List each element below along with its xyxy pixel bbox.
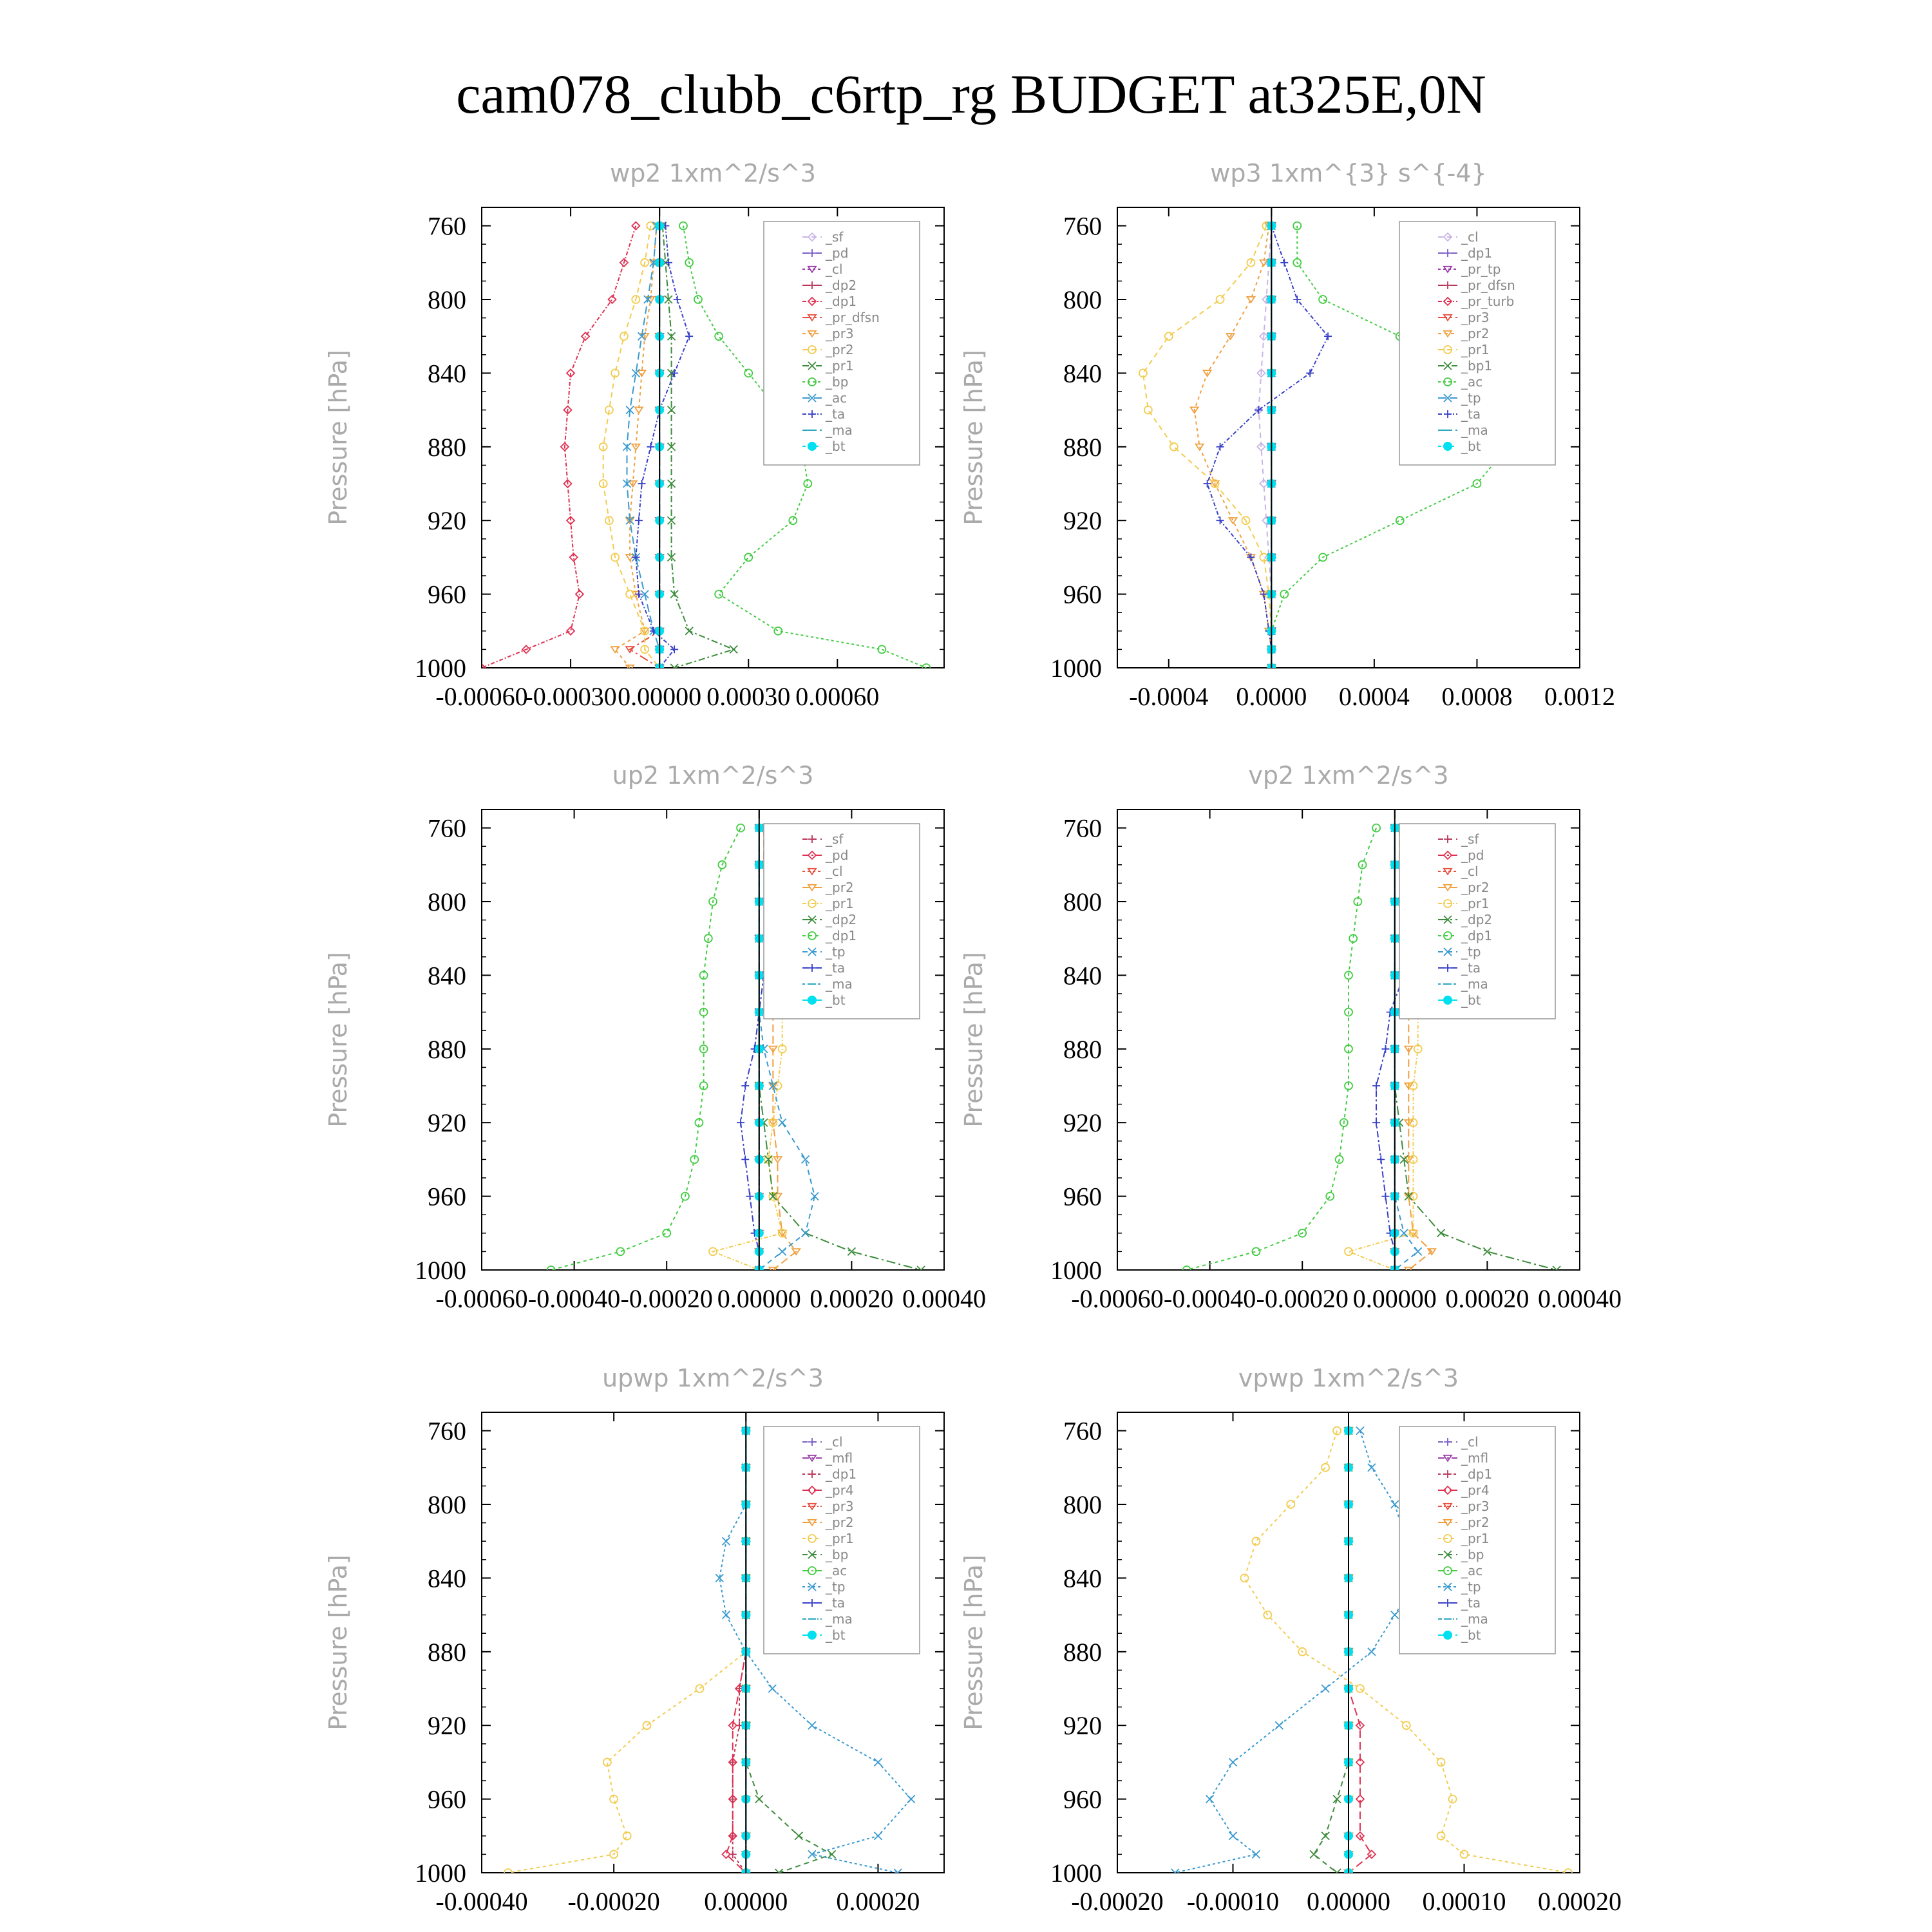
data-point <box>779 1119 786 1126</box>
series-line <box>1143 226 1271 668</box>
data-point <box>620 332 628 340</box>
y-tick-label: 920 <box>1063 1108 1102 1138</box>
data-point <box>1247 297 1255 303</box>
data-point <box>1229 1758 1237 1766</box>
data-point <box>755 1795 763 1803</box>
data-point <box>1391 1611 1399 1619</box>
data-point <box>715 591 723 598</box>
legend-marker <box>808 442 817 451</box>
legend <box>1399 824 1555 1019</box>
panel-title: up2 1xm^2/s^3 <box>612 761 814 790</box>
legend-label: _pr2 <box>826 1515 854 1530</box>
legend-label: _bp <box>826 374 849 390</box>
y-tick-label: 880 <box>1063 432 1102 462</box>
y-tick-label: 920 <box>428 1108 466 1138</box>
data-point <box>1461 1850 1468 1858</box>
legend-label: _cl <box>826 1434 843 1450</box>
x-tick-label: 0.00020 <box>1538 1887 1622 1916</box>
legend-label: _ac <box>1461 374 1483 390</box>
y-tick-label: 960 <box>428 1182 466 1211</box>
legend-label: _bt <box>1461 439 1481 454</box>
panel-title: vp2 1xm^2/s^3 <box>1248 761 1449 790</box>
x-tick-label: 0.00000 <box>618 682 702 711</box>
y-tick-label: 880 <box>1063 1034 1102 1064</box>
x-tick-label: 0.00000 <box>704 1887 788 1916</box>
chart-panel <box>324 159 944 711</box>
legend-label: _sf <box>826 229 844 245</box>
legend-label: _pr2 <box>826 880 854 895</box>
y-tick-label: 880 <box>428 1637 466 1667</box>
y-tick-label: 800 <box>1063 887 1102 916</box>
legend-label: _pr3 <box>1461 1499 1490 1514</box>
series-pr2 <box>1191 223 1276 670</box>
legend <box>764 1426 920 1654</box>
panel-title: wp2 1xm^2/s^3 <box>610 159 816 187</box>
legend-label: _bt <box>1461 1627 1481 1643</box>
series-line <box>627 226 660 668</box>
data-point <box>1217 516 1224 524</box>
y-tick-label: 800 <box>1063 1490 1102 1519</box>
legend-label: _ac <box>826 390 848 406</box>
x-tick-label: 0.00040 <box>1538 1284 1622 1313</box>
data-point <box>1275 1721 1283 1729</box>
data-point <box>1144 406 1152 414</box>
legend-label: _bp <box>1461 1547 1484 1562</box>
y-tick-label: 800 <box>428 887 466 916</box>
legend-label: _bt <box>1461 992 1481 1008</box>
data-point <box>1287 1501 1294 1508</box>
legend-label: _pr1 <box>826 896 854 911</box>
x-tick-label: 0.00030 <box>706 682 791 711</box>
y-axis-label: Pressure [hPa] <box>960 952 988 1128</box>
legend-marker <box>808 996 817 1005</box>
legend-marker <box>1443 1631 1452 1640</box>
data-point <box>1321 1685 1329 1692</box>
y-tick-label: 760 <box>428 813 466 843</box>
legend-label: _bt <box>826 439 846 454</box>
data-point <box>828 1850 836 1858</box>
data-point <box>1217 296 1224 303</box>
x-tick-label: -0.00040 <box>435 1887 528 1916</box>
legend-label: _dp2 <box>1461 912 1493 927</box>
legend-label: _dp2 <box>826 912 857 927</box>
data-point <box>746 1193 753 1200</box>
legend-label: _pr1 <box>1461 896 1490 911</box>
y-tick-label: 960 <box>1063 1785 1102 1814</box>
legend-label: _tp <box>1461 1579 1481 1595</box>
data-point <box>811 1193 819 1200</box>
series-pr1 <box>504 1427 750 1877</box>
data-point <box>744 553 752 561</box>
data-point <box>1206 1795 1214 1803</box>
series-line <box>1195 226 1272 668</box>
legend <box>1399 222 1555 465</box>
data-point <box>737 1119 744 1126</box>
figure-title: cam078_clubb_c6rtp_rg BUDGET at325E,0N <box>456 63 1486 125</box>
y-tick-label: 960 <box>428 1785 466 1814</box>
legend-label: _pd <box>1461 848 1484 863</box>
y-tick-label: 960 <box>1063 580 1102 609</box>
legend-label: _cl <box>826 261 843 277</box>
legend-label: _ac <box>1461 1563 1483 1578</box>
data-point <box>1321 1464 1329 1472</box>
x-tick-label: -0.00010 <box>1186 1887 1280 1916</box>
legend-label: _dp1 <box>1461 245 1493 261</box>
x-tick-label: 0.00060 <box>795 682 880 711</box>
data-point <box>1165 332 1173 340</box>
legend-label: _pr_dfsn <box>826 310 880 325</box>
data-point <box>848 1247 855 1255</box>
data-point <box>1483 1247 1491 1255</box>
legend-label: _pr2 <box>1461 1515 1490 1530</box>
data-point <box>779 1247 786 1255</box>
legend-label: _pr_turb <box>1461 294 1515 309</box>
x-tick-label: 0.00020 <box>1445 1284 1530 1313</box>
legend-label: _cl <box>826 864 843 879</box>
data-point <box>802 1155 810 1163</box>
legend-label: _dp1 <box>826 294 857 309</box>
legend-label: _sf <box>1461 831 1479 847</box>
y-tick-label: 840 <box>428 961 466 990</box>
legend-label: _pr3 <box>826 1499 854 1514</box>
data-point <box>1252 1247 1260 1255</box>
data-point <box>874 1832 882 1840</box>
data-point <box>1356 1427 1364 1435</box>
legend <box>764 222 920 465</box>
chart-panel <box>960 761 1622 1313</box>
panel-title: wp3 1xm^{3} s^{-4} <box>1210 159 1487 187</box>
legend-label: _pr2 <box>1461 326 1490 341</box>
x-tick-label: -0.00020 <box>1256 1284 1349 1313</box>
data-point <box>685 332 693 340</box>
data-point <box>1306 369 1314 377</box>
y-tick-label: 800 <box>1063 285 1102 314</box>
data-point <box>1170 443 1178 451</box>
series-tp <box>1171 1427 1422 1877</box>
legend-label: _bt <box>826 1627 846 1643</box>
x-tick-label: -0.0004 <box>1129 682 1209 711</box>
panels <box>324 159 1622 1916</box>
legend-label: _pr_tp <box>1461 261 1501 277</box>
x-tick-label: -0.00020 <box>1071 1887 1164 1916</box>
y-tick-label: 800 <box>428 1490 466 1519</box>
y-tick-label: 840 <box>1063 961 1102 990</box>
legend-label: _bp1 <box>1461 358 1493 374</box>
data-point <box>1321 1832 1329 1840</box>
y-axis-label: Pressure [hPa] <box>324 952 352 1128</box>
x-tick-label: 0.0000 <box>1236 682 1307 711</box>
chart-panel <box>324 761 986 1313</box>
legend-label: _ta <box>826 960 846 976</box>
legend-label: _tp <box>1461 390 1481 406</box>
data-point <box>1204 480 1211 488</box>
legend-label: _pr3 <box>826 326 854 341</box>
y-tick-label: 1000 <box>415 1859 466 1888</box>
y-tick-label: 1000 <box>1050 1859 1102 1888</box>
legend-label: _ta <box>1461 960 1481 976</box>
data-point <box>635 516 643 524</box>
series-dp1 <box>1183 824 1380 1274</box>
data-point <box>685 627 693 635</box>
legend-label: _ac <box>826 1563 848 1578</box>
chart-panel <box>960 159 1615 711</box>
data-point <box>1372 1082 1380 1090</box>
legend-label: _sf <box>826 831 844 847</box>
data-point <box>1280 591 1288 598</box>
data-point <box>1381 1045 1389 1053</box>
data-point <box>616 1247 624 1255</box>
chart-panel <box>960 1364 1622 1916</box>
legend-marker <box>1443 442 1452 451</box>
legend-label: _tp <box>1461 944 1481 960</box>
legend-label: _ta <box>826 406 846 422</box>
x-tick-label: -0.00030 <box>524 682 617 711</box>
legend-label: _bp <box>826 1547 849 1562</box>
legend-label: _tp <box>826 1579 846 1595</box>
data-point <box>795 1832 802 1840</box>
data-point <box>1391 1501 1399 1508</box>
data-point <box>1345 1247 1352 1255</box>
legend-label: _pr_dfsn <box>1461 278 1515 293</box>
series-line <box>663 226 734 668</box>
data-point <box>1368 1648 1376 1656</box>
x-tick-label: -0.00020 <box>567 1887 660 1916</box>
x-tick-label: -0.00020 <box>620 1284 713 1313</box>
legend-label: _pr1 <box>826 1531 854 1546</box>
data-point <box>1437 1229 1445 1237</box>
data-point <box>1356 1685 1364 1692</box>
data-point <box>808 1721 816 1729</box>
series-dp1 <box>547 824 744 1274</box>
y-tick-label: 760 <box>1063 1416 1102 1446</box>
data-point <box>1368 1464 1376 1472</box>
data-point <box>611 647 619 652</box>
data-point <box>744 369 752 377</box>
data-point <box>1229 1832 1237 1840</box>
data-point <box>1240 1574 1248 1582</box>
data-point <box>567 627 574 635</box>
data-point <box>1280 259 1288 267</box>
data-point <box>1437 1832 1445 1840</box>
data-point <box>623 1832 631 1840</box>
y-tick-label: 800 <box>428 285 466 314</box>
legend-label: _ma <box>826 976 853 992</box>
series-dp1 <box>478 222 639 672</box>
x-tick-label: 0.00020 <box>836 1887 920 1916</box>
legend-label: _dp2 <box>826 278 857 293</box>
data-point <box>715 332 723 340</box>
x-tick-label: 0.0008 <box>1441 682 1513 711</box>
x-tick-label: 0.00040 <box>902 1284 986 1313</box>
data-point <box>643 1721 650 1729</box>
legend-label: _tp <box>826 944 846 960</box>
data-point <box>1310 1850 1318 1858</box>
series-line <box>1314 1431 1349 1873</box>
y-axis-label: Pressure [hPa] <box>960 1555 988 1730</box>
y-tick-label: 1000 <box>1050 1256 1102 1285</box>
data-point <box>789 516 797 524</box>
legend-label: _ta <box>1461 406 1481 422</box>
legend-label: _ma <box>826 422 853 438</box>
legend <box>1399 1426 1555 1654</box>
legend-label: _pr3 <box>1461 310 1490 325</box>
x-tick-label: -0.00060 <box>435 1284 528 1313</box>
legend-label: _pr2 <box>1461 880 1490 895</box>
x-tick-label: -0.00040 <box>1163 1284 1256 1313</box>
data-point <box>626 591 634 598</box>
y-tick-label: 760 <box>428 1416 466 1446</box>
x-tick-label: -0.00040 <box>527 1284 621 1313</box>
data-point <box>1324 332 1332 340</box>
legend-label: _pr4 <box>1461 1482 1490 1498</box>
y-tick-label: 840 <box>1063 359 1102 388</box>
legend-label: _mfl <box>826 1450 853 1466</box>
data-point <box>723 1537 730 1545</box>
data-point <box>647 443 654 451</box>
series-pr1 <box>659 222 737 672</box>
data-point <box>907 1795 915 1803</box>
data-point <box>1372 1119 1380 1126</box>
series-line <box>1187 828 1376 1270</box>
legend-label: _ma <box>826 1611 853 1627</box>
data-point <box>663 1229 670 1237</box>
y-tick-label: 1000 <box>1050 654 1102 683</box>
legend-label: _cl <box>1461 864 1479 879</box>
legend <box>764 824 920 1019</box>
chart-panel <box>324 1364 944 1916</box>
legend-marker <box>1443 996 1452 1005</box>
legend-label: _pr2 <box>826 342 854 357</box>
x-tick-label: 0.00000 <box>1352 1284 1437 1313</box>
y-axis-label: Pressure [hPa] <box>324 1555 352 1730</box>
y-axis-label: Pressure [hPa] <box>960 350 988 526</box>
data-point <box>741 1155 749 1163</box>
data-point <box>730 645 737 653</box>
legend-label: _dp1 <box>826 928 857 943</box>
legend-label: _ma <box>1461 976 1488 992</box>
legend-label: _ma <box>1461 1611 1488 1627</box>
data-point <box>1414 1247 1422 1255</box>
legend-marker <box>808 1631 817 1640</box>
legend-label: _pr1 <box>1461 1531 1490 1546</box>
data-point <box>802 1229 810 1237</box>
y-tick-label: 840 <box>428 1564 466 1593</box>
legend-label: _ta <box>826 1595 846 1611</box>
series-line <box>1175 1431 1418 1873</box>
series-line <box>551 828 741 1270</box>
y-tick-label: 760 <box>428 211 466 241</box>
data-point <box>1333 1795 1341 1803</box>
x-tick-label: 0.00020 <box>810 1284 894 1313</box>
series-line <box>482 226 636 668</box>
data-point <box>1396 516 1404 524</box>
data-point <box>874 1758 882 1766</box>
x-tick-label: 0.00000 <box>717 1284 801 1313</box>
y-tick-label: 880 <box>1063 1637 1102 1667</box>
legend-label: _dp1 <box>1461 928 1493 943</box>
y-tick-label: 920 <box>1063 1711 1102 1741</box>
data-point <box>768 1685 776 1692</box>
legend-label: _bt <box>826 992 846 1008</box>
y-tick-label: 880 <box>428 432 466 462</box>
data-point <box>1196 444 1204 450</box>
data-point <box>1252 1537 1260 1545</box>
data-point <box>665 259 672 267</box>
legend-label: _cl <box>1461 229 1479 245</box>
data-point <box>1229 518 1237 524</box>
legend-label: _pr1 <box>1461 342 1490 357</box>
legend-label: _dp1 <box>826 1466 857 1482</box>
y-tick-label: 840 <box>428 359 466 388</box>
data-point <box>674 296 681 303</box>
legend-label: _pr1 <box>826 358 854 374</box>
series-line <box>508 1431 746 1873</box>
y-tick-label: 960 <box>1063 1182 1102 1211</box>
legend-label: _pd <box>826 245 849 261</box>
data-point <box>1437 1758 1445 1766</box>
y-tick-label: 840 <box>1063 1564 1102 1593</box>
data-point <box>1381 1193 1389 1200</box>
y-tick-label: 1000 <box>415 654 466 683</box>
data-point <box>1449 1795 1457 1803</box>
x-tick-label: 0.00000 <box>1307 1887 1390 1916</box>
x-tick-label: 0.00010 <box>1422 1887 1506 1916</box>
y-axis-label: Pressure [hPa] <box>324 350 352 526</box>
x-tick-label: 0.0004 <box>1338 682 1410 711</box>
legend-label: _dp1 <box>1461 1466 1493 1482</box>
legend-label: _mfl <box>1461 1450 1489 1466</box>
x-tick-label: -0.00060 <box>435 682 528 711</box>
y-tick-label: 1000 <box>415 1256 466 1285</box>
x-tick-label: -0.00060 <box>1071 1284 1164 1313</box>
data-point <box>741 1082 749 1090</box>
legend-label: _cl <box>1461 1434 1479 1450</box>
y-tick-label: 960 <box>428 580 466 609</box>
legend-label: _pd <box>826 848 849 863</box>
panel-title: vpwp 1xm^2/s^3 <box>1238 1364 1459 1392</box>
data-point <box>1326 1193 1334 1200</box>
x-tick-label: 0.0012 <box>1544 682 1615 711</box>
data-point <box>638 480 646 488</box>
legend-label: _pr4 <box>826 1482 854 1498</box>
panel-title: upwp 1xm^2/s^3 <box>602 1364 824 1392</box>
data-point <box>1319 296 1327 303</box>
y-tick-label: 920 <box>428 1711 466 1741</box>
y-tick-label: 760 <box>1063 211 1102 241</box>
y-tick-label: 920 <box>428 506 466 536</box>
legend-label: _ma <box>1461 422 1488 438</box>
y-tick-label: 880 <box>428 1034 466 1064</box>
legend-label: _ta <box>1461 1595 1481 1611</box>
y-tick-label: 760 <box>1063 813 1102 843</box>
data-point <box>1377 1155 1385 1163</box>
y-tick-label: 920 <box>1063 506 1102 536</box>
